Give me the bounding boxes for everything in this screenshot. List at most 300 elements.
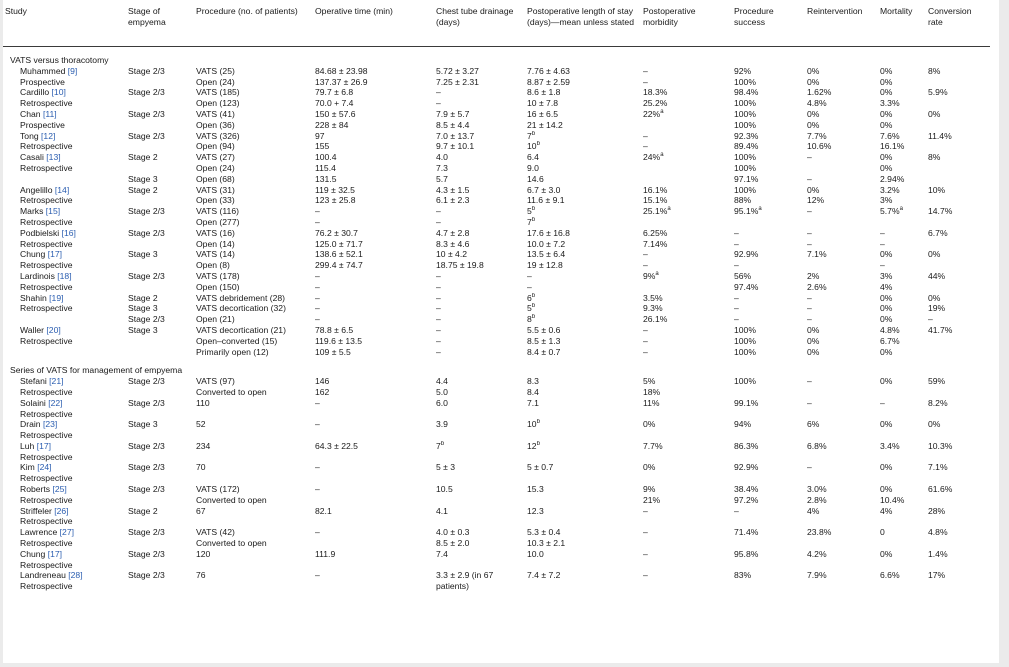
table-cell — [641, 473, 732, 484]
reference-link[interactable]: [22] — [48, 397, 63, 408]
table-cell: Stage 2/3 — [128, 548, 165, 559]
footnote-marker: b — [536, 141, 540, 148]
table-cell: Converted to open — [196, 538, 267, 549]
table-cell: – — [807, 227, 812, 238]
reference-link[interactable]: [17] — [47, 249, 63, 260]
table-cell: Retrospective — [20, 98, 73, 109]
table-cell: Retrospective — [20, 473, 73, 484]
table-cell: – — [436, 216, 441, 227]
table-cell: Stage 3 — [128, 303, 158, 314]
table-cell: Waller [20] — [20, 324, 61, 335]
reference-link[interactable]: [24] — [37, 462, 52, 473]
table-cell: – — [880, 227, 885, 238]
table-cell: Stage 2/3 — [128, 462, 165, 473]
table-cell: 0% — [807, 108, 820, 119]
table-cell — [805, 430, 878, 441]
table-cell: 3% — [880, 270, 893, 281]
table-cell: Retrospective — [20, 451, 73, 462]
table-cell: 234 — [196, 440, 211, 451]
table-cell: Retrospective — [20, 238, 73, 249]
table-cell: 61.6% — [928, 484, 953, 495]
table-cell: Stage 2/3 — [128, 397, 165, 408]
table-cell: 8.3 ± 4.6 — [436, 238, 470, 249]
table-cell: VATS (178) — [196, 270, 240, 281]
table-cell: 84.68 ± 23.98 — [315, 65, 368, 76]
table-cell — [3, 347, 126, 358]
table-cell — [878, 430, 926, 441]
table-cell: 10 ± 4.2 — [436, 249, 467, 260]
table-row — [3, 303, 990, 314]
reference-link[interactable]: [16] — [61, 227, 76, 238]
table-cell — [126, 409, 194, 420]
reference-link[interactable]: [12] — [41, 130, 56, 141]
table-cell: 78.8 ± 6.5 — [315, 324, 354, 335]
table-cell: 97.2% — [734, 494, 759, 505]
table-cell — [126, 163, 194, 174]
table-cell — [126, 336, 194, 347]
table-cell: 0 — [880, 527, 885, 538]
table-cell: 7$^b$ — [436, 440, 445, 451]
table-cell — [126, 560, 194, 571]
table-cell — [805, 560, 878, 571]
table-cell: 6.7 ± 3.0 — [527, 184, 561, 195]
table-cell: – — [880, 260, 885, 271]
table-cell — [313, 452, 434, 463]
table-row — [3, 163, 990, 174]
table-cell: Drain [23] — [20, 419, 58, 430]
table-cell: Stage 2/3 — [128, 376, 165, 387]
table-cell — [641, 174, 732, 185]
table-cell — [313, 473, 434, 484]
table-cell: – — [315, 303, 320, 314]
footnote-marker: a — [660, 152, 664, 159]
table-cell: 100% — [734, 346, 756, 357]
table-cell: VATS (25) — [196, 65, 235, 76]
table-cell: 8.5 ± 4.4 — [436, 119, 470, 130]
table-cell: 3.2% — [880, 184, 900, 195]
table-cell: Chung [17] — [20, 548, 63, 559]
table-cell: VATS (116) — [196, 206, 239, 217]
table-cell — [732, 409, 805, 420]
table-cell: 59% — [928, 376, 946, 387]
table-cell — [194, 516, 313, 527]
table-cell — [3, 314, 126, 325]
reference-link[interactable]: [14] — [54, 184, 70, 195]
table-cell — [3, 174, 126, 185]
table-cell: – — [315, 397, 320, 408]
table-cell: 98.4% — [734, 87, 759, 98]
table-cell: 0% — [880, 87, 893, 98]
table-cell: VATS (42) — [196, 527, 235, 538]
table-cell: 38.4% — [734, 484, 759, 495]
table-cell: 0% — [880, 419, 893, 430]
table-cell: Stage 2/3 — [128, 270, 165, 281]
reference-link[interactable]: [28] — [68, 570, 83, 581]
table-cell: Prospective — [20, 119, 65, 130]
table-cell: 7.0 ± 13.7 — [436, 130, 475, 141]
table-cell: 9.0 — [527, 162, 539, 173]
table-cell: 5 ± 3 — [436, 462, 456, 473]
table-cell — [525, 560, 641, 571]
table-cell — [126, 538, 194, 549]
table-cell: – — [315, 281, 320, 292]
table-cell — [878, 473, 926, 484]
table-cell: 2.8% — [807, 494, 827, 505]
table-cell: 7$^b$ — [527, 130, 536, 141]
table-cell: 0% — [807, 76, 820, 87]
table-cell — [926, 120, 990, 131]
table-cell: 71.4% — [734, 527, 759, 538]
table-cell: Open (123) — [196, 98, 240, 109]
table-cell: 10.0 ± 7.2 — [527, 238, 566, 249]
table-cell: 97 — [315, 130, 325, 141]
table-cell: 15.1% — [643, 195, 668, 206]
table-cell: 21% — [643, 494, 661, 505]
table-cell: Open (14) — [196, 238, 235, 249]
table-cell: 137.37 ± 26.9 — [315, 76, 368, 87]
reference-link[interactable]: [25] — [52, 484, 67, 495]
table-cell: 4.8% — [928, 527, 948, 538]
table-cell: – — [807, 397, 812, 408]
table-cell: Stage 2/3 — [128, 484, 165, 495]
table-row — [3, 462, 990, 473]
table-row — [3, 228, 990, 239]
table-cell: Stage 2 — [128, 292, 158, 303]
table-cell — [126, 347, 194, 358]
table-cell: 9% — [643, 484, 656, 495]
table-cell: 10% — [928, 184, 946, 195]
table-cell: 70.0 + 7.4 — [315, 98, 354, 109]
reference-link[interactable]: [19] — [49, 292, 64, 303]
table-cell: Open (68) — [196, 173, 235, 184]
section-title: Series of VATS for management of empyema — [10, 365, 183, 376]
table-cell: 0% — [807, 119, 820, 130]
table-cell: 94% — [734, 419, 752, 430]
table-cell: 10.3% — [928, 440, 953, 451]
table-cell: 150 ± 57.6 — [315, 108, 356, 119]
table-cell: 6% — [807, 419, 820, 430]
table-cell: Open (24) — [196, 76, 235, 87]
table-cell: Stage 3 — [128, 173, 158, 184]
table-cell — [641, 538, 732, 549]
table-cell: Open (36) — [196, 119, 235, 130]
table-cell: – — [436, 206, 441, 217]
table-cell — [926, 516, 990, 527]
reference-link[interactable]: [13] — [46, 152, 61, 163]
reference-link[interactable]: [26] — [54, 505, 69, 516]
table-cell: 8.4 — [527, 386, 539, 397]
reference-link[interactable]: [27] — [59, 527, 74, 538]
col-header-procedure: Procedure (no. of patients) — [194, 0, 313, 47]
table-cell — [732, 452, 805, 463]
table-cell: 17.6 ± 16.8 — [527, 227, 570, 238]
table-cell: 8% — [928, 152, 941, 163]
table-cell: 67 — [196, 505, 206, 516]
table-cell: 8$^b$ — [527, 314, 536, 325]
col-header-morbidity: Postoperative morbidity — [641, 0, 732, 47]
table-cell: 0% — [880, 119, 893, 130]
table-cell: 11.4% — [928, 130, 952, 141]
table-cell: 100% — [734, 376, 756, 387]
table-cell — [126, 195, 194, 206]
table-cell — [126, 98, 194, 109]
table-cell: 92.9% — [734, 249, 759, 260]
table-cell: 7.76 ± 4.63 — [527, 65, 570, 76]
table-cell: Stage 2/3 — [128, 227, 165, 238]
table-cell: 5.5 ± 0.6 — [527, 324, 561, 335]
table-cell: 16.1% — [880, 141, 905, 152]
table-cell: 0% — [807, 346, 820, 357]
reference-link[interactable]: [20] — [46, 324, 61, 335]
table-cell: – — [315, 419, 320, 430]
table-cell: 17% — [928, 570, 946, 581]
table-cell — [805, 409, 878, 420]
table-cell — [878, 217, 926, 228]
table-cell: – — [643, 324, 648, 335]
table-cell: Open (21) — [196, 314, 235, 325]
table-cell — [641, 560, 732, 571]
table-cell: – — [807, 238, 812, 249]
table-row — [3, 419, 990, 430]
table-cell: – — [643, 260, 648, 271]
table-cell — [126, 120, 194, 131]
table-cell — [878, 516, 926, 527]
table-cell — [926, 495, 990, 506]
table-cell — [805, 473, 878, 484]
table-row — [3, 570, 990, 581]
footnote-marker: b — [531, 130, 536, 137]
table-cell — [525, 452, 641, 463]
table-cell: 5.7 — [436, 173, 448, 184]
table-cell: 155 — [315, 141, 330, 152]
table-cell: – — [436, 292, 441, 303]
table-cell — [641, 217, 732, 228]
table-cell: – — [880, 238, 885, 249]
table-cell: 3.4% — [880, 440, 900, 451]
table-cell: 0% — [880, 76, 893, 87]
table-cell — [926, 282, 990, 293]
table-cell — [926, 560, 990, 571]
table-cell: 2% — [807, 270, 820, 281]
table-cell — [525, 430, 641, 441]
reference-link[interactable]: [10] — [51, 87, 66, 98]
table-cell — [641, 430, 732, 441]
table-cell — [313, 430, 434, 441]
table-cell: Retrospective — [20, 303, 73, 314]
table-cell: Open (8) — [196, 260, 230, 271]
table-cell: Retrospective — [20, 162, 73, 173]
table-cell: 6.4 — [527, 152, 539, 163]
table-cell: 19 ± 12.8 — [527, 260, 563, 271]
table-cell: VATS (27) — [196, 152, 235, 163]
table-cell: 7.4 — [436, 548, 448, 559]
table-cell: 0% — [928, 108, 941, 119]
table-cell: 119.6 ± 13.5 — [315, 335, 363, 346]
table-cell — [313, 516, 434, 527]
table-cell: VATS (14) — [196, 249, 235, 260]
table-cell: – — [734, 227, 739, 238]
reference-link[interactable]: [17] — [36, 440, 52, 451]
table-cell: 26.1% — [643, 314, 668, 325]
table-cell: Open (150) — [196, 281, 240, 292]
table-cell: Tong [12] — [20, 130, 56, 141]
table-cell: 0% — [807, 184, 820, 195]
table-cell: 4.4 — [436, 376, 448, 387]
table-cell — [126, 260, 194, 271]
table-cell — [878, 581, 926, 592]
table-cell: Lawrence [27] — [20, 527, 74, 538]
table-cell — [926, 452, 990, 463]
table-cell: – — [807, 314, 812, 325]
table-cell: 18.3% — [643, 87, 668, 98]
reference-link[interactable]: [9] — [67, 65, 78, 76]
table-cell: – — [436, 281, 441, 292]
table-cell — [313, 560, 434, 571]
table-cell: 100% — [734, 152, 756, 163]
table-cell: – — [807, 173, 812, 184]
table-cell: Stage 3 — [128, 324, 158, 335]
table-cell — [126, 516, 194, 527]
table-cell: – — [315, 527, 320, 538]
table-cell: 4.3 ± 1.5 — [436, 184, 470, 195]
table-cell: 92.9% — [734, 462, 759, 473]
table-cell: 8% — [928, 65, 941, 76]
table-cell: 0% — [880, 346, 893, 357]
table-cell — [805, 217, 878, 228]
table-cell: 10.5 — [436, 484, 453, 495]
table-row — [3, 271, 990, 282]
reference-link[interactable]: [18] — [57, 270, 72, 281]
table-row — [3, 120, 990, 131]
table-cell — [525, 581, 641, 592]
table-cell: 228 ± 84 — [315, 119, 349, 130]
table-cell: 3.5% — [643, 292, 663, 303]
col-header-success: Procedure success — [732, 0, 805, 47]
table-cell — [878, 387, 926, 398]
table-cell: – — [807, 152, 812, 163]
table-cell: Stage 3 — [128, 419, 158, 430]
table-cell: 12$^b$ — [527, 440, 540, 451]
table-row — [3, 387, 990, 398]
table-cell: 5.7%$^a$ — [880, 206, 903, 217]
col-header-chest-tube: Chest tube drainage (days) — [434, 0, 525, 47]
reference-link[interactable]: [11] — [42, 108, 57, 119]
table-cell: Primarily open (12) — [196, 346, 269, 357]
table-cell: – — [807, 376, 812, 387]
table-cell — [732, 516, 805, 527]
table-cell — [732, 538, 805, 549]
table-cell: 22%$^a$ — [643, 108, 664, 119]
table-cell: – — [734, 292, 739, 303]
table-row — [3, 484, 990, 495]
table-cell: Converted to open — [196, 494, 267, 505]
table-cell: 3.0% — [807, 484, 827, 495]
table-cell: 10.0 — [527, 548, 544, 559]
reference-link[interactable]: [21] — [49, 376, 64, 387]
table-sheet — [3, 0, 999, 663]
table-cell: VATS (326) — [196, 130, 240, 141]
reference-link[interactable]: [17] — [47, 548, 63, 559]
reference-link[interactable]: [23] — [42, 419, 58, 430]
table-cell: 299.4 ± 74.7 — [315, 260, 363, 271]
table-cell: 0% — [880, 548, 893, 559]
table-cell: 0% — [880, 314, 893, 325]
table-cell: 0% — [928, 292, 941, 303]
table-row — [3, 249, 990, 260]
table-cell: Open (24) — [196, 162, 235, 173]
table-cell — [641, 409, 732, 420]
table-cell: – — [527, 270, 532, 281]
table-cell — [805, 452, 878, 463]
table-cell: Retrospective — [20, 408, 73, 419]
table-cell: 109 ± 5.5 — [315, 346, 351, 357]
table-cell: – — [315, 570, 320, 581]
table-cell: Stage 2/3 — [128, 314, 165, 325]
table-row — [3, 195, 990, 206]
table-cell: Stage 2/3 — [128, 87, 165, 98]
table-cell: Landreneau [28] — [20, 570, 83, 581]
table-cell: 7.1% — [807, 249, 827, 260]
table-row — [3, 430, 990, 441]
table-cell: Podbielski [16] — [20, 227, 76, 238]
table-cell: 0% — [928, 419, 941, 430]
table-row — [3, 77, 990, 88]
table-cell: 100% — [734, 162, 756, 173]
table-cell: – — [315, 206, 320, 217]
table-cell: 4.0 ± 0.3 — [436, 527, 470, 538]
table-cell: patients) — [436, 581, 469, 592]
table-cell — [194, 581, 313, 592]
table-cell: 14.6 — [527, 173, 544, 184]
table-cell — [313, 538, 434, 549]
table-cell — [926, 163, 990, 174]
table-row — [3, 452, 990, 463]
section-heading-row — [3, 47, 990, 66]
table-cell — [926, 141, 990, 152]
table-row — [3, 206, 990, 217]
table-cell: Stage 2/3 — [128, 570, 165, 581]
table-cell: 86.3% — [734, 440, 759, 451]
table-cell: 123 ± 25.8 — [315, 195, 356, 206]
table-cell: – — [315, 270, 320, 281]
table-cell: 7.6% — [880, 130, 900, 141]
table-cell: Retrospective — [20, 216, 73, 227]
table-cell: 97.4% — [734, 281, 759, 292]
table-cell: 4% — [807, 505, 820, 516]
table-cell: 7.14% — [643, 238, 668, 249]
table-cell: Roberts [25] — [20, 484, 67, 495]
table-cell: 4.0 — [436, 152, 448, 163]
table-cell: 5% — [643, 376, 656, 387]
table-cell: 6$^b$ — [527, 292, 536, 303]
table-cell: – — [643, 346, 648, 357]
table-row — [3, 560, 990, 571]
footnote-marker: b — [536, 441, 540, 448]
table-cell: 64.3 ± 22.5 — [315, 440, 358, 451]
table-cell: 8.87 ± 2.59 — [527, 76, 570, 87]
table-cell: 2.6% — [807, 281, 827, 292]
table-cell: – — [734, 260, 739, 271]
footnote-marker: a — [667, 206, 671, 213]
table-cell: 88% — [734, 195, 752, 206]
table-cell: 3.3% — [880, 98, 900, 109]
table-cell: – — [643, 527, 648, 538]
table-cell: 7.1 — [527, 397, 539, 408]
table-cell: 12% — [807, 195, 825, 206]
table-cell: 100% — [734, 76, 756, 87]
table-row — [3, 174, 990, 185]
reference-link[interactable]: [15] — [45, 206, 61, 217]
